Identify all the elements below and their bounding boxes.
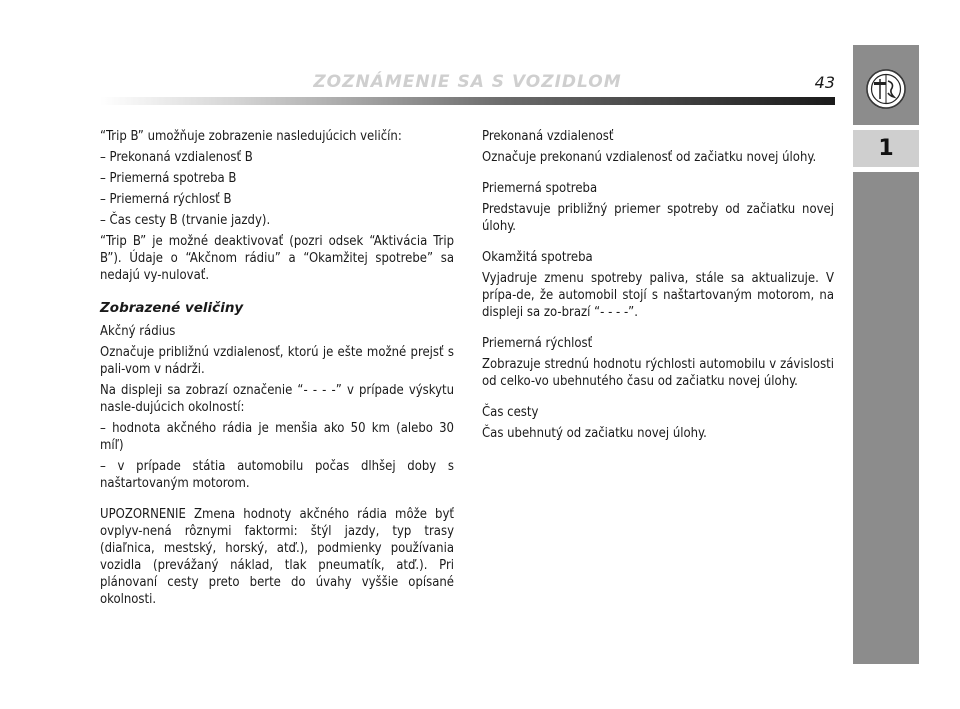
list-item: – Priemerná rýchlosť B — [100, 192, 232, 207]
entry-title: Prekonaná vzdialenosť — [482, 129, 614, 144]
brand-logo-icon — [866, 69, 906, 109]
warning-note: UPOZORNENIE Zmena hodnoty akčného rádia môže byť ovplyv-nená rôznymi faktormi: štýl jazdy, typ trasy (diaľnica, mestský, horský, atď.), podmienky používania vozidla (prevážaný náklad, tlak pneumatík, atď.). Pri plánovaní cesty preto berte do úvahy vyššie opísané okolnosti. — [100, 507, 454, 607]
entry-description: Čas ubehnutý od začiatku novej úlohy. — [482, 426, 707, 441]
entry-title: Priemerná rýchlosť — [482, 336, 593, 351]
entry-avg-speed — [482, 335, 834, 390]
entry-travel-time — [482, 404, 834, 442]
page-number: 43 — [814, 73, 835, 92]
entry-title: Okamžitá spotreba — [482, 250, 593, 265]
entry-avg-consumption — [482, 180, 834, 235]
condition-item: – v prípade státia automobilu počas dlhšej doby s naštartovaným motorom. — [100, 459, 454, 491]
entry-instant-consumption — [482, 249, 834, 321]
chapter-number: 1 — [853, 130, 919, 167]
entry-description: Zobrazuje strednú hodnotu rýchlosti automobilu v závislosti od celko-vo ubehnutého času od začiatku novej úlohy. — [482, 357, 834, 389]
sidebar-strip — [853, 172, 919, 664]
entry-title: Priemerná spotreba — [482, 181, 598, 196]
entry-title: Čas cesty — [482, 405, 539, 420]
entry-description: Označuje prekonanú vzdialenosť od začiatku novej úlohy. — [482, 150, 817, 165]
trip-b-intro: “Trip B” umožňuje zobrazenie nasledujúcich veličín: — [100, 129, 402, 144]
list-item: – Prekonaná vzdialenosť B — [100, 150, 253, 165]
section-heading: Zobrazené veličiny — [100, 300, 244, 316]
header-title: ZOZNÁMENIE SA S VOZIDLOM — [313, 72, 622, 92]
condition-item: – hodnota akčného rádia je menšia ako 50 km (alebo 30 míľ) — [100, 421, 454, 453]
list-item: – Priemerná spotreba B — [100, 171, 237, 186]
entry-distance — [482, 128, 834, 166]
trip-b-note: “Trip B” je možné deaktivovať (pozri odsek “Aktivácia Trip B”). Údaje o “Akčnom rádiu” a “Okamžitej spotrebe” sa nedajú vy-nulovať. — [100, 234, 454, 283]
list-item: – Čas cesty B (trvanie jazdy). — [100, 213, 271, 228]
entry-description: Predstavuje približný priemer spotreby od začiatku novej úlohy. — [482, 202, 834, 234]
range-description: Označuje približnú vzdialenosť, ktorú je ešte možné prejsť s pali-vom v nádrži. — [100, 345, 454, 377]
right-column — [482, 128, 834, 446]
left-column — [100, 128, 454, 612]
entry-description: Vyjadruje zmenu spotreby paliva, stále sa aktualizuje. V prípa-de, že automobil stojí s naštartovaným motorom, na displeji sa zo-brazí “- - - -”. — [482, 271, 834, 320]
range-title: Akčný rádius — [100, 324, 176, 339]
header-rule — [100, 97, 835, 105]
display-note: Na displeji sa zobrazí označenie “- - - -” v prípade výskytu nasle-dujúcich okolností: — [100, 383, 454, 415]
